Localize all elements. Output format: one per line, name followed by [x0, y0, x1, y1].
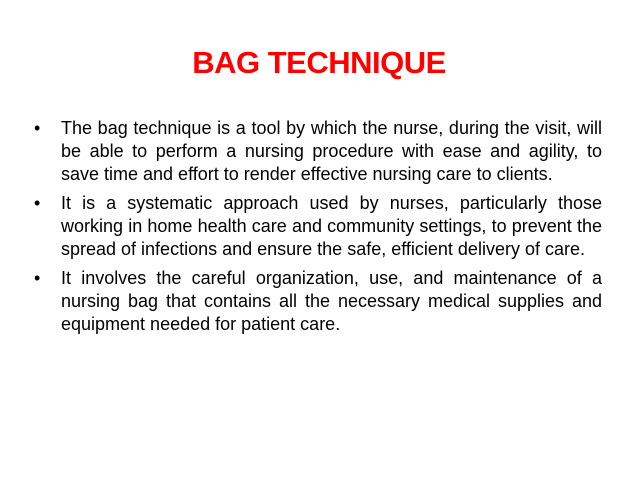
- bullet-text: It involves the careful organization, use, and maintenance of a nursing bag that contains all the necessary medical supplies and equipment needed for patient care.: [61, 268, 602, 334]
- slide-title: BAG TECHNIQUE: [192, 45, 446, 80]
- bullet-text: It is a systematic approach used by nurses, particularly those working in home health care and community settings, to prevent the spread of infections and ensure the safe, efficient delivery of care.: [61, 193, 602, 259]
- bullet-item: [34, 192, 602, 261]
- bullet-dot-icon: •: [34, 118, 41, 138]
- bullet-item: [34, 117, 602, 186]
- bullet-text: The bag technique is a tool by which the nurse, during the visit, will be able to perform a nursing procedure with ease and agility, to save time and effort to render effective nursing care to clients.: [61, 118, 602, 184]
- bullet-dot-icon: •: [34, 193, 41, 213]
- bullet-list: [34, 117, 602, 342]
- bullet-item: [34, 267, 602, 336]
- bullet-dot-icon: •: [34, 268, 41, 288]
